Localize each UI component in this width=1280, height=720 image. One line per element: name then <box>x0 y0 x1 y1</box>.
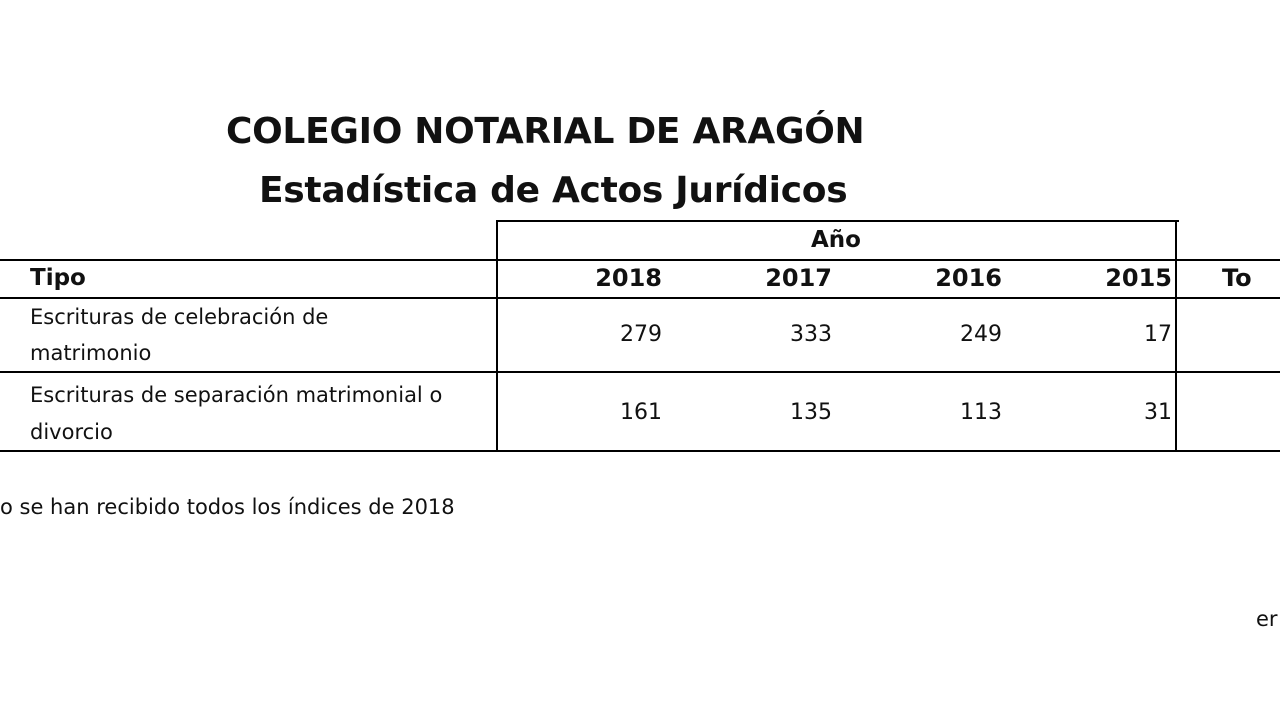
type-column-border <box>496 220 498 452</box>
cell-value: 17 <box>1144 322 1172 347</box>
year-header-2017: 2017 <box>765 264 832 292</box>
total-column-border <box>1175 220 1177 452</box>
year-group-header: Año <box>811 227 861 253</box>
cell-value: 135 <box>790 400 832 425</box>
header-divider <box>0 259 1280 261</box>
cell-value: 279 <box>620 322 662 347</box>
footnote: o se han recibido todos los índices de 2018 <box>0 495 455 519</box>
year-header-2016: 2016 <box>935 264 1002 292</box>
row-label-line1: Escrituras de separación matrimonial o <box>30 383 443 407</box>
corner-text-fragment: er <box>1256 607 1278 631</box>
cell-value: 161 <box>620 400 662 425</box>
cell-value: 249 <box>960 322 1002 347</box>
cell-value: 333 <box>790 322 832 347</box>
row-label-line2: matrimonio <box>30 341 152 365</box>
type-header: Tipo <box>30 265 86 291</box>
row-label-line1: Escrituras de celebración de <box>30 305 329 329</box>
row-divider <box>0 371 1280 373</box>
total-header: To <box>1222 264 1252 292</box>
year-header-2018: 2018 <box>595 264 662 292</box>
document-subtitle: Estadística de Actos Jurídicos <box>259 170 848 211</box>
year-header-2015: 2015 <box>1105 264 1172 292</box>
row-label-line2: divorcio <box>30 420 113 444</box>
document-title: COLEGIO NOTARIAL DE ARAGÓN <box>226 111 865 152</box>
cell-value: 31 <box>1144 400 1172 425</box>
header-bottom-border <box>0 297 1280 299</box>
cell-value: 113 <box>960 400 1002 425</box>
table-bottom-border <box>0 450 1280 452</box>
table-top-border <box>497 220 1179 222</box>
